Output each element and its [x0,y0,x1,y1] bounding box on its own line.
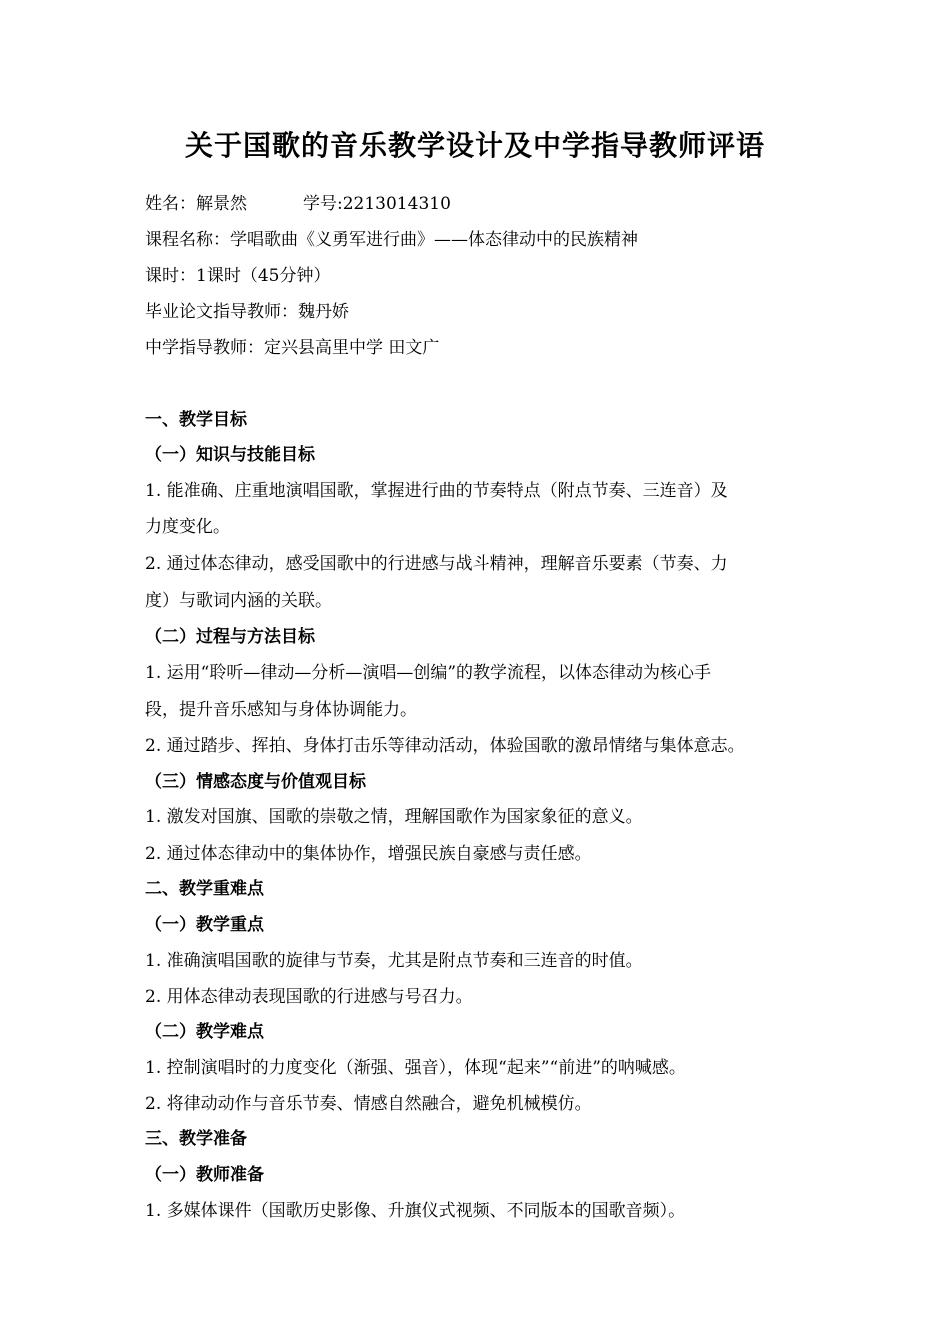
school-advisor: 中学指导教师：定兴县高里中学 田文广 [145,338,440,358]
student-id: 学号:2213014310 [303,194,451,214]
paragraph-line: 2. 通过体态律动，感受国歌中的行进感与战斗精神，理解音乐要素（节奏、力 [145,554,728,574]
subsection-heading: （二）过程与方法目标 [145,627,315,647]
course-name: 课程名称：学唱歌曲《义勇军进行曲》——体态律动中的民族精神 [145,230,638,250]
paragraph-line: 1. 控制演唱时的力度变化（渐强、强音），体现“起来”“前进”的呐喊感。 [145,1058,686,1078]
paragraph-line: 1. 多媒体课件（国歌历史影像、升旗仪式视频、不同版本的国歌音频）。 [145,1201,686,1221]
class-hours: 课时：1课时（45分钟） [145,266,331,286]
subsection-heading: （一）教师准备 [145,1165,264,1185]
student-name: 姓名：解景然 [145,194,247,214]
subsection-heading: （二）教学难点 [145,1022,264,1042]
section-heading: 三、教学准备 [145,1129,247,1149]
subsection-heading: （三）情感态度与价值观目标 [145,772,366,792]
section-heading: 一、教学目标 [145,410,247,430]
paragraph-line: 段，提升音乐感知与身体协调能力。 [145,700,417,720]
section-heading: 二、教学重难点 [145,879,264,899]
paragraph-line: 2. 将律动动作与音乐节奏、情感自然融合，避免机械模仿。 [145,1094,592,1114]
paragraph-line: 度）与歌词内涵的关联。 [145,591,332,611]
paragraph-line: 1. 运用“聆听—律动—分析—演唱—创编”的教学流程，以体态律动为核心手 [145,663,712,683]
document-title: 关于国歌的音乐教学设计及中学指导教师评语 [184,129,765,162]
info-name-row [145,193,451,215]
subsection-heading: （一）知识与技能目标 [145,445,315,465]
paragraph-line: 力度变化。 [145,517,230,537]
paragraph-line: 1. 能准确、庄重地演唱国歌，掌握进行曲的节奏特点（附点节奏、三连音）及 [145,481,728,501]
paragraph-line: 2. 用体态律动表现国歌的行进感与号召力。 [145,987,473,1007]
paragraph-line: 1. 激发对国旗、国歌的崇敬之情，理解国歌作为国家象征的意义。 [145,807,643,827]
subsection-heading: （一）教学重点 [145,915,264,935]
thesis-advisor: 毕业论文指导教师：魏丹娇 [145,302,349,322]
paragraph-line: 2. 通过踏步、挥拍、身体打击乐等律动活动，体验国歌的激昂情绪与集体意志。 [145,736,745,756]
paragraph-line: 1. 准确演唱国歌的旋律与节奏，尤其是附点节奏和三连音的时值。 [145,951,643,971]
paragraph-line: 2. 通过体态律动中的集体协作，增强民族自豪感与责任感。 [145,844,592,864]
